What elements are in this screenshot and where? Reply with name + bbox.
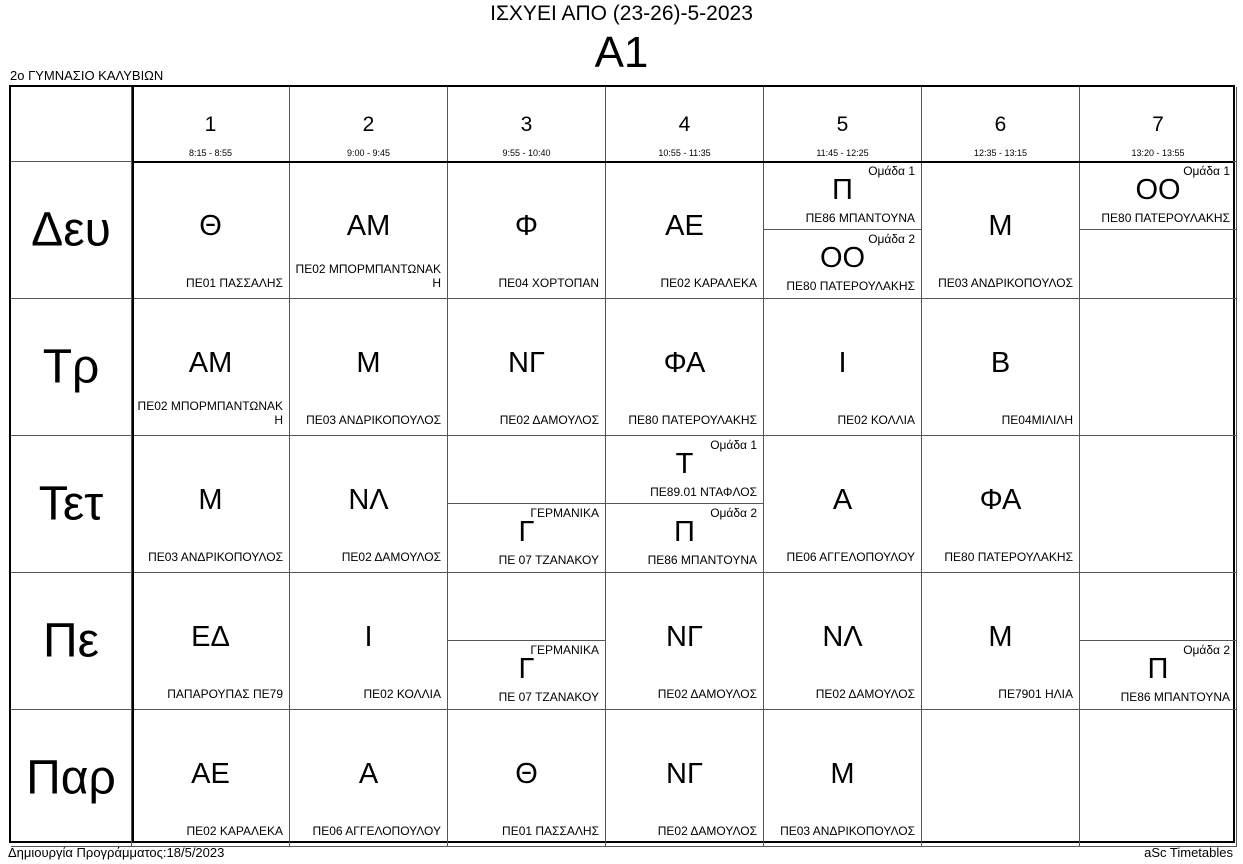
subject-code: ΦΑ	[979, 484, 1022, 516]
subject-code: Γ	[518, 653, 535, 685]
lesson-cell[interactable]	[1080, 299, 1237, 436]
teacher-name: ΠΕ02 ΚΑΡΑΛΕΚΑ	[186, 824, 283, 838]
period-number: 2	[362, 113, 375, 136]
lesson-cell[interactable]	[764, 162, 922, 299]
period-time: 12:35 - 13:15	[973, 148, 1028, 158]
subject-code: ΝΛ	[348, 484, 389, 516]
subject-code: ΦΑ	[663, 347, 706, 379]
teacher-name-line: ΠΕ02 ΜΠΟΡΜΠΑΝΤΩΝΑΚ	[295, 262, 441, 276]
lesson-cell[interactable]	[922, 299, 1080, 436]
period-number: 6	[994, 113, 1007, 136]
subject-code: Μ	[356, 347, 381, 379]
teacher-name: ΠΕ03 ΑΝΔΡΙΚΟΠΟΥΛΟΣ	[148, 550, 283, 564]
subject-code: Β	[990, 347, 1011, 379]
group-divider	[1080, 229, 1236, 230]
subject-code: ΝΓ	[508, 347, 545, 379]
lesson-cell[interactable]	[606, 436, 764, 573]
period-number: 5	[836, 113, 849, 136]
teacher-name: ΠΕ80 ΠΑΤΕΡΟΥΛΑΚΗΣ	[628, 413, 757, 427]
day-label: Τετ	[38, 477, 104, 531]
teacher-name: ΠΕ02 ΔΑΜΟΥΛΟΣ	[341, 550, 441, 564]
lesson-cell[interactable]	[448, 436, 606, 573]
period-time: 8:15 - 8:55	[188, 148, 233, 158]
group-label: Ομάδα 1	[710, 438, 757, 452]
teacher-name: ΠΕ 07 ΤΖΑΝΑΚΟΥ	[498, 690, 599, 704]
day-column-separator	[132, 87, 134, 841]
subject-code: Γ	[518, 516, 535, 548]
group-label: Ομάδα 2	[710, 506, 757, 520]
teacher-name: ΠΕ01 ΠΑΣΣΑΛΗΣ	[186, 276, 283, 290]
lesson-cell[interactable]	[132, 710, 290, 847]
lesson-cell[interactable]	[132, 573, 290, 710]
lesson-cell[interactable]	[1080, 436, 1237, 573]
subject-code: ΝΓ	[666, 758, 703, 790]
period-header-7	[1080, 87, 1237, 162]
group-label: Ομάδα 1	[868, 164, 915, 178]
teacher-name: ΠΕ04ΜΙΛΙΛΗ	[1001, 413, 1073, 427]
timetable-validity-title: ΙΣΧΥΕΙ ΑΠΟ (23-26)-5-2023	[490, 2, 753, 25]
period-time: 11:45 - 12:25	[816, 148, 869, 158]
subject-code: Μ	[988, 210, 1013, 242]
teacher-name: ΠΕ04 ΧΟΡΤΟΠΑΝ	[498, 276, 599, 290]
teacher-name-line: Η	[432, 276, 441, 290]
teacher-name	[138, 399, 283, 427]
teacher-name: ΠΕ86 ΜΠΑΝΤΟΥΝΑ	[1120, 690, 1230, 704]
teacher-name: ΠΕ02 ΔΑΜΟΥΛΟΣ	[657, 687, 757, 701]
day-cell	[11, 710, 132, 847]
corner-cell	[11, 87, 132, 162]
lesson-cell[interactable]	[922, 710, 1080, 847]
subject-code: Μ	[988, 621, 1013, 653]
lesson-cell[interactable]	[606, 710, 764, 847]
day-cell	[11, 573, 132, 710]
teacher-name: ΠΕ89.01 ΝΤΑΦΛΟΣ	[650, 485, 757, 499]
teacher-name: ΠΕ03 ΑΝΔΡΙΚΟΠΟΥΛΟΣ	[780, 824, 915, 838]
day-cell	[11, 299, 132, 436]
lesson-cell[interactable]	[606, 299, 764, 436]
teacher-name: ΠΕ7901 ΗΛΙΑ	[998, 687, 1073, 701]
subject-code: ΑΕ	[191, 758, 230, 790]
lesson-cell[interactable]	[764, 710, 922, 847]
teacher-name: ΠΕ06 ΑΓΓΕΛΟΠΟΥΛΟΥ	[786, 550, 915, 564]
teacher-name	[296, 262, 441, 290]
lesson-cell[interactable]	[606, 162, 764, 299]
subject-code: ΟΟ	[1135, 174, 1181, 206]
period-header-2	[290, 87, 448, 162]
teacher-name: ΠΕ 07 ΤΖΑΝΑΚΟΥ	[498, 553, 599, 567]
lesson-cell[interactable]	[132, 299, 290, 436]
period-header-6	[922, 87, 1080, 162]
lesson-cell[interactable]	[290, 162, 448, 299]
subject-code: ΕΔ	[191, 621, 230, 653]
class-name: A1	[594, 28, 649, 77]
period-time: 9:55 - 10:40	[502, 148, 551, 158]
day-cell	[11, 162, 132, 299]
subject-code: ΟΟ	[819, 242, 866, 274]
creation-date: Δημιουργία Προγράμματος:18/5/2023	[8, 845, 225, 860]
school-name: 2ο ΓΥΜΝΑΣΙΟ ΚΑΛΥΒΙΩΝ	[10, 68, 164, 83]
period-number: 4	[678, 113, 691, 136]
teacher-name: ΠΕ80 ΠΑΤΕΡΟΥΛΑΚΗΣ	[944, 550, 1073, 564]
group-divider	[448, 503, 605, 504]
period-header-3	[448, 87, 606, 162]
lesson-cell[interactable]	[448, 299, 606, 436]
lesson-cell[interactable]	[764, 299, 922, 436]
group-label: Ομάδα 2	[868, 232, 915, 246]
lesson-cell[interactable]	[606, 573, 764, 710]
subject-code: Ι	[838, 347, 847, 379]
period-number: 3	[520, 113, 533, 136]
subject-code: ΑΜ	[188, 347, 233, 379]
group-divider	[606, 503, 763, 504]
lesson-cell[interactable]	[290, 436, 448, 573]
lesson-cell[interactable]	[448, 162, 606, 299]
group-divider	[764, 229, 921, 230]
subject-code: Θ	[515, 758, 538, 790]
period-number: 1	[204, 113, 217, 136]
lesson-cell[interactable]	[922, 162, 1080, 299]
period-header-5	[764, 87, 922, 162]
teacher-name-line: Η	[274, 413, 283, 427]
teacher-name: ΠΑΠΑΡΟΥΠΑΣ ΠΕ79	[167, 687, 283, 701]
teacher-name: ΠΕ06 ΑΓΓΕΛΟΠΟΥΛΟΥ	[312, 824, 441, 838]
teacher-name: ΠΕ03 ΑΝΔΡΙΚΟΠΟΥΛΟΣ	[938, 276, 1073, 290]
teacher-name: ΠΕ86 ΜΠΑΝΤΟΥΝΑ	[647, 553, 757, 567]
subject-code: Ι	[364, 621, 373, 653]
teacher-name: ΠΕ03 ΑΝΔΡΙΚΟΠΟΥΛΟΣ	[306, 413, 441, 427]
lesson-cell[interactable]	[764, 573, 922, 710]
group-label: Ομάδα 2	[1183, 643, 1230, 657]
teacher-name: ΠΕ86 ΜΠΑΝΤΟΥΝΑ	[805, 211, 915, 225]
subject-code: Μ	[830, 758, 855, 790]
group-label: ΓΕΡΜΑΝΙΚΑ	[530, 643, 599, 657]
lesson-cell[interactable]	[132, 162, 290, 299]
group-label: ΓΕΡΜΑΝΙΚΑ	[530, 506, 599, 520]
subject-code: ΑΜ	[346, 210, 391, 242]
lesson-cell[interactable]	[1080, 162, 1237, 299]
lesson-cell[interactable]	[1080, 710, 1237, 847]
lesson-cell[interactable]	[448, 573, 606, 710]
teacher-name: ΠΕ80 ΠΑΤΕΡΟΥΛΑΚΗΣ	[1101, 211, 1230, 225]
day-label: Τρ	[42, 340, 100, 394]
teacher-name: ΠΕ01 ΠΑΣΣΑΛΗΣ	[502, 824, 599, 838]
subject-code: Μ	[198, 484, 223, 516]
lesson-cell[interactable]	[922, 573, 1080, 710]
period-header-4	[606, 87, 764, 162]
period-header-1	[132, 87, 290, 162]
lesson-cell[interactable]	[448, 710, 606, 847]
teacher-name: ΠΕ02 ΚΟΛΛΙΑ	[837, 413, 915, 427]
lesson-cell[interactable]	[764, 436, 922, 573]
subject-code: Π	[1147, 653, 1169, 685]
teacher-name: ΠΕ02 ΔΑΜΟΥΛΟΣ	[815, 687, 915, 701]
teacher-name: ΠΕ02 ΔΑΜΟΥΛΟΣ	[499, 413, 599, 427]
group-divider	[448, 640, 605, 641]
period-time: 13:20 - 13:55	[1131, 148, 1185, 158]
subject-code: Φ	[514, 210, 539, 242]
subject-code: Α	[358, 758, 379, 790]
day-label: Δευ	[31, 203, 111, 257]
lesson-cell[interactable]	[290, 710, 448, 847]
timetable-grid	[9, 85, 1235, 843]
lesson-cell[interactable]	[132, 436, 290, 573]
day-label: Παρ	[26, 751, 116, 805]
teacher-name: ΠΕ02 ΔΑΜΟΥΛΟΣ	[657, 824, 757, 838]
period-time: 10:55 - 11:35	[658, 148, 711, 158]
group-divider	[1080, 640, 1236, 641]
day-cell	[11, 436, 132, 573]
lesson-cell[interactable]	[290, 573, 448, 710]
subject-code: ΝΛ	[822, 621, 863, 653]
teacher-name-line: ΠΕ02 ΜΠΟΡΜΠΑΝΤΩΝΑΚ	[137, 399, 283, 413]
period-number: 7	[1152, 113, 1164, 136]
period-time: 9:00 - 9:45	[346, 148, 391, 158]
lesson-cell[interactable]	[922, 436, 1080, 573]
subject-code: Α	[832, 484, 853, 516]
app-credit: aSc Timetables	[1144, 845, 1233, 860]
subject-code: ΑΕ	[665, 210, 704, 242]
subject-code: ΝΓ	[666, 621, 703, 653]
lesson-cell[interactable]	[1080, 573, 1237, 710]
subject-code: Π	[832, 174, 853, 206]
teacher-name: ΠΕ02 ΚΟΛΛΙΑ	[363, 687, 441, 701]
teacher-name: ΠΕ80 ΠΑΤΕΡΟΥΛΑΚΗΣ	[786, 279, 915, 293]
subject-code: Τ	[675, 448, 694, 480]
group-label: Ομάδα 1	[1183, 164, 1230, 178]
header-separator	[132, 161, 1233, 163]
lesson-cell[interactable]	[290, 299, 448, 436]
subject-code: Θ	[199, 210, 222, 242]
teacher-name: ΠΕ02 ΚΑΡΑΛΕΚΑ	[660, 276, 757, 290]
day-label: Πε	[42, 614, 100, 668]
subject-code: Π	[674, 516, 695, 548]
